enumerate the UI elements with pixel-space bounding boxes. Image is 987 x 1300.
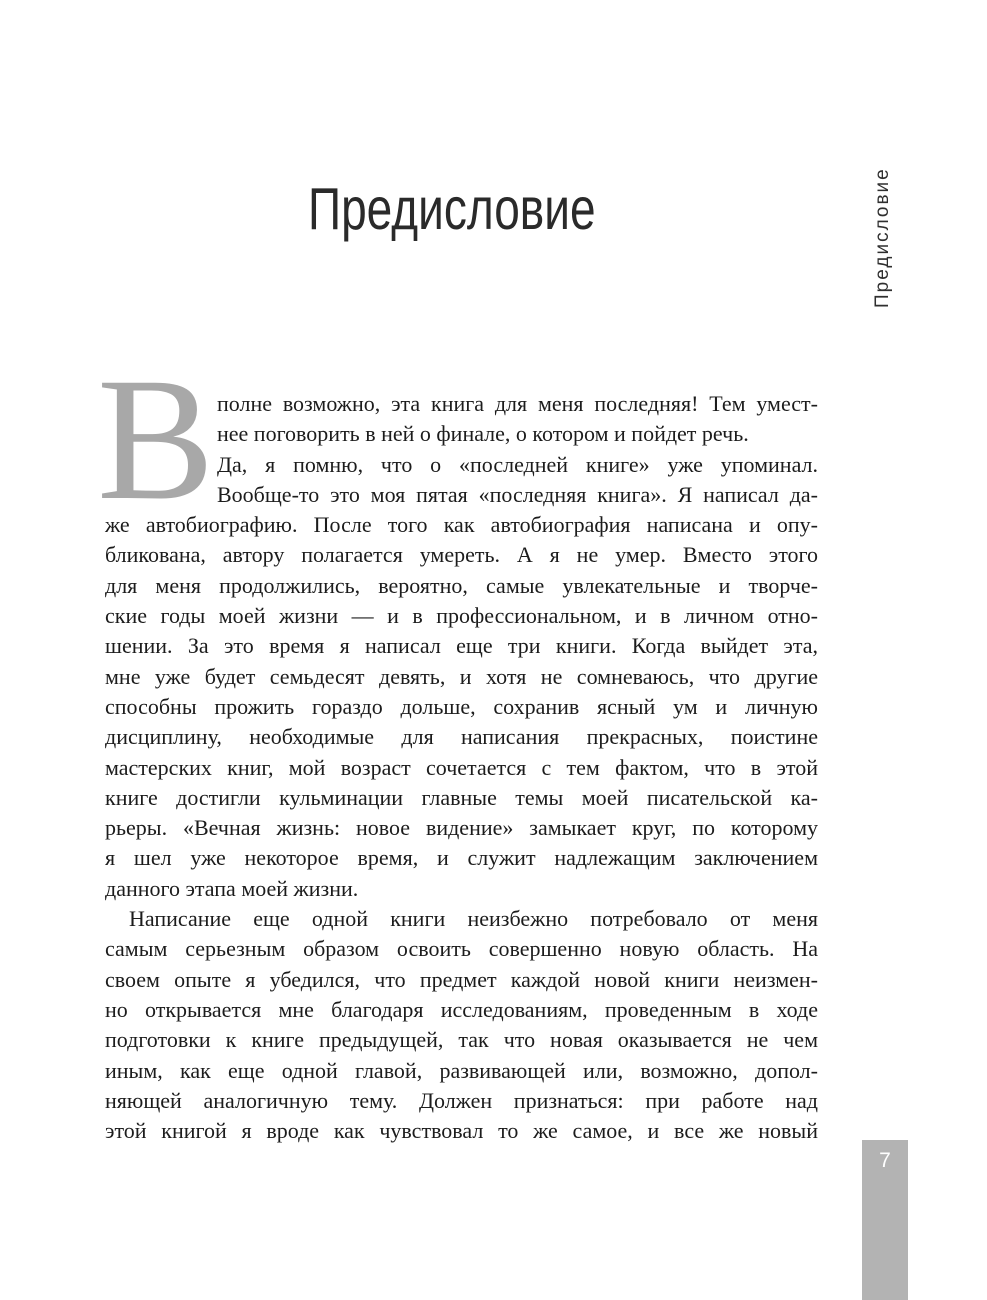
text-line: шении. За это время я написал еще три книги. Когда выйдет эта,: [105, 633, 818, 659]
paragraph-1: [105, 389, 818, 904]
text-line: Да, я помню, что о «последней книге» уже упоминал.: [217, 451, 818, 477]
text-line: подготовки к книге предыдущей, так что новая оказывается не чем: [105, 1027, 818, 1053]
drop-cap: В: [97, 342, 215, 537]
text-line: Вообще-то это моя пятая «последняя книга». Я написал да-: [217, 481, 818, 507]
text-line: бликована, автору полагается умереть. А я не умер. Вместо этого: [105, 542, 818, 568]
text-line: но открывается мне благодаря исследованиям, проведенным в ходе: [105, 996, 818, 1022]
paragraph-2: [105, 904, 818, 1146]
text-line: книге достигли кульминации главные темы моей писательской ка-: [105, 784, 818, 810]
body-text: [105, 389, 818, 1146]
text-line: самым серьезным образом освоить совершенно новую область. На: [105, 936, 818, 962]
text-line: рьеры. «Вечная жизнь: новое видение» замыкает круг, по которому: [105, 815, 818, 841]
text-line: же автобиографию. После того как автобиография написана и опу-: [105, 512, 818, 538]
text-line: мастерских книг, мой возраст сочетается с тем фактом, что в этой: [105, 754, 818, 780]
text-line: иным, как еще одной главой, развивающей или, возможно, допол-: [105, 1057, 818, 1083]
text-line: Написание еще одной книги неизбежно потребовало от меня: [129, 906, 818, 932]
text-line: я шел уже некоторое время, и служит надлежащим заключением: [105, 845, 818, 871]
text-line: для меня продолжились, вероятно, самые увлекательные и творче-: [105, 572, 818, 598]
text-line: дисциплину, необходимые для написания прекрасных, поистине: [105, 724, 818, 750]
text-line: этой книгой я вроде как чувствовал то же самое, и все же новый: [105, 1118, 818, 1144]
text-line: няющей аналогичную тему. Должен признаться: при работе над: [105, 1087, 818, 1113]
text-line: полне возможно, эта книга для меня последняя! Тем умест-: [217, 391, 818, 416]
text-line: мне уже будет семьдесят девять, и хотя не сомневаюсь, что другие: [105, 663, 818, 689]
page-number: 7: [879, 1149, 891, 1172]
page-title: Предисловие: [308, 175, 596, 242]
text-line: ские годы моей жизни — и в профессиональном, и в личном отно-: [105, 603, 818, 629]
text-line: нее поговорить в ней о финале, о котором и пойдет речь.: [217, 421, 749, 447]
text-line: способны прожить гораздо дольше, сохранив ясный ум и личную: [105, 693, 818, 719]
text-line: данного этапа моей жизни.: [105, 875, 359, 901]
page-number-tab: [862, 1140, 908, 1300]
text-line: своем опыте я убедился, что предмет каждой новой книги неизмен-: [105, 966, 818, 992]
margin-chapter-label: Предисловие: [872, 167, 893, 308]
